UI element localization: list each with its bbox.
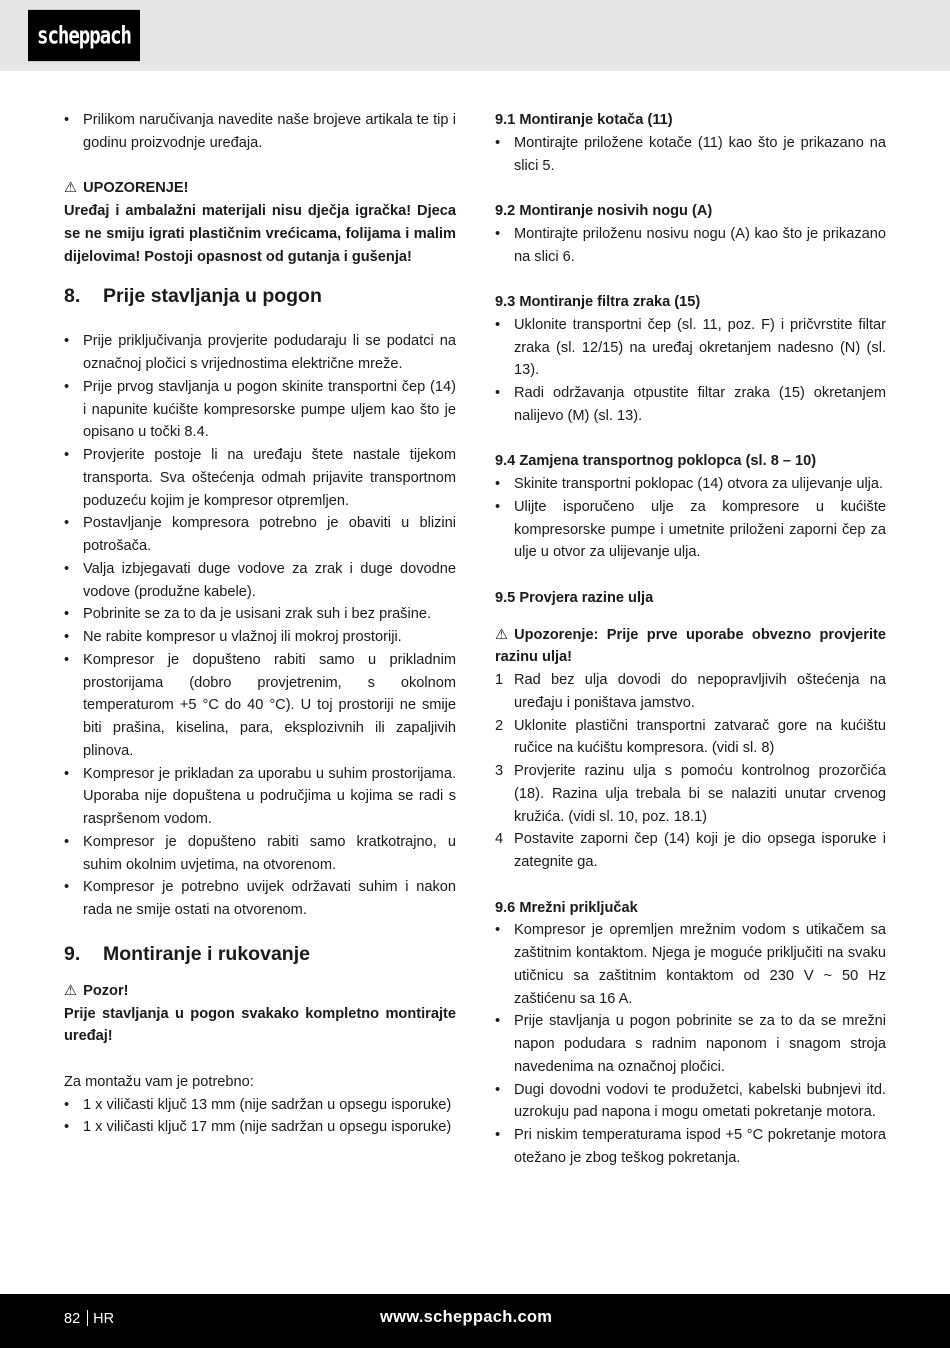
list-item: • Ulijte isporučeno ulje za kompresore u kućište kompresorske pumpe i umetnite priloženi zaporni čep za ulje u otvor za ulijevanje ulja. [495, 498, 886, 561]
list-item: • Uklonite transportni čep (sl. 11, poz. F) i pričvrstite filtar zraka (sl. 12/15) na uređaj okretanjem nadesno (N) (sl. 13). [495, 316, 886, 379]
section-9-3-heading: 9.3 Montiranje filtra zraka (15) [495, 294, 701, 310]
warning-icon: ⚠ [495, 626, 509, 643]
section-9-2-list [495, 223, 886, 269]
list-item: • Postavljanje kompresora potrebno je obaviti u blizini potrošača. [64, 515, 456, 554]
section-9-1-heading: 9.1 Montiranje kotača (11) [495, 112, 673, 128]
list-item: • 1 x viličasti ključ 17 mm (nije sadržan u opsegu isporuke) [64, 1119, 452, 1136]
right-column [495, 109, 886, 1170]
warning-icon: ⚠ [64, 180, 78, 197]
list-item: • Prije prvog stavljanja u pogon skinite transportni čep (14) i napunite kućište kompresorske pumpe uljem kao što je opisano u točki 8.4. [64, 378, 456, 441]
numbered-step: 4 Postavite zaporni čep (14) koji je dio opsega isporuke i zategnite ga. [495, 831, 886, 870]
tools-intro: Za montažu vam je potrebno: [64, 1073, 254, 1090]
website-link[interactable]: www.scheppach.com [380, 1308, 553, 1326]
caution-text: Prije stavljanja u pogon svakako kompletno montirajte uređaj! [64, 1005, 456, 1045]
section-8-heading: 8. Prije stavljanja u pogon [64, 285, 322, 308]
section-9-6-list [495, 919, 886, 1169]
list-item: • Kompresor je opremljen mrežnim vodom s utikačem sa zaštitnim kontaktom. Njega je moguće priključiti na svaku utičnicu sa zaštitnim kontaktom od 230 V ~ 50 Hz zaštićenu sa 16 A. [495, 922, 886, 1007]
list-item: • Radi održavanja otpustite filtar zraka (15) okretanjem nalijevo (M) (sl. 13). [495, 385, 886, 424]
section-9-1-list [495, 132, 886, 178]
footer [0, 1294, 950, 1348]
section-9-3-list [495, 314, 886, 428]
list-item: • Dugi dovodni vodovi te produžetci, kabelski bubnjevi itd. uzrokuju pad napona i mogu ometati pokretanje motora. [495, 1081, 886, 1121]
section-9-5-heading: 9.5 Provjera razine ulja [495, 589, 654, 606]
section-9-6-heading: 9.6 Mrežni priključak [495, 899, 638, 916]
list-item: • Prije priključivanja provjerite podudaraju li se podatci na označnoj pločici s vrijednostima električne mreže. [64, 333, 456, 372]
list-item: • Kompresor je dopušteno rabiti samo kratkotrajno, u suhim okolnim uvjetima, na otvorenom. [64, 833, 456, 873]
page-number: 82 HR [64, 1311, 115, 1327]
left-column [64, 109, 456, 1139]
list-item: • Kompresor je prikladan za uporabu u suhim prostorijama. Uporaba nije dopuštena u područjima u kojima se radi s raspršenom vodom. [64, 765, 456, 827]
list-item: • Provjerite postoje li na uređaju štete nastale tijekom transporta. Sva oštećenja odmah prijavite transportnom poduzeću kojim je kompresor otpremljen. [64, 447, 456, 509]
section-9-2-heading: 9.2 Montiranje nosivih nogu (A) [495, 203, 713, 219]
list-item: • Kompresor je potrebno uvijek održavati suhim i nakon rada ne smije ostati na otvorenom. [64, 879, 456, 918]
oil-warning: ⚠ Upozorenje: Prije prve uporabe obvezno provjerite razinu ulja! [495, 624, 886, 670]
list-item: • Pobrinite se za to da je usisani zrak suh i bez prašine. [64, 606, 432, 623]
section-9-heading: 9. Montiranje i rukovanje [64, 942, 310, 965]
numbered-step: 2 Uklonite plastični transportni zatvarač gore na kućištu ručice na kućištu kompresora. (vidi sl. 8) [495, 717, 886, 757]
list-item: • Ne rabite kompresor u vlažnoj ili mokroj prostoriji. [64, 629, 402, 645]
list-item: • Skinite transportni poklopac (14) otvora za ulijevanje ulja. [495, 476, 884, 492]
section-9-4-heading: 9.4 Zamjena transportnog poklopca (sl. 8 – 10) [495, 453, 817, 470]
warning-icon: ⚠ [64, 982, 78, 999]
list-item: • Kompresor je dopušteno rabiti samo u prikladnim prostorijama (dobro provjetrenim, s okolnom temperaturom +5 °C do 40 °C). U toj prostoriji ne smije biti prašina, kiselina, para, eksplozivnih ili zapaljivih plinova. [64, 651, 456, 759]
numbered-step: 1 Rad bez ulja dovodi do nepopravljivih oštećenja na uređaju i poništava jamstvo. [495, 672, 886, 711]
list-item: • Montirajte priložene kotače (11) kao što je prikazano na slici 5. [495, 134, 886, 174]
warning-heading: ⚠ UPOZORENJE! [64, 177, 456, 200]
list-item: • Montirajte priloženu nosivu nogu (A) kao što je prikazano na slici 6. [495, 225, 886, 265]
list-item: • Prilikom naručivanja navedite naše brojeve artikala te tip i godinu proizvodnje uređaja. [64, 112, 456, 151]
caution-heading: ⚠ Pozor! [64, 980, 456, 1003]
section-9-4-list [495, 473, 886, 564]
list-item: • 1 x viličasti ključ 13 mm (nije sadržan u opsegu isporuke) [64, 1096, 452, 1113]
numbered-step: 3 Provjerite razinu ulja s pomoću kontrolnog prozorčića (18). Razina ulja trebala bi se nalaziti unutar crvenog kružića. (vidi sl. 10, poz. 18.1) [495, 763, 886, 825]
list-item: • Pri niskim temperaturama ispod +5 °C pokretanje motora otežano je zbog teškog pokretanja. [495, 1127, 886, 1166]
oil-steps-list [495, 669, 886, 874]
list-item: • Prije stavljanja u pogon pobrinite se za to da se mrežni napon podudara s radnim naponom i snagom stroja navedenima na označnoj pločici. [495, 1013, 886, 1075]
tools-list [64, 1094, 456, 1140]
warning-text: Uređaj i ambalažni materijali nisu dječja igračka! Djeca se ne smiju igrati plastičnim vrećicama, folijama i malim dijelovima! Postoji opasnost od gutanja i gušenja! [64, 203, 456, 265]
scheppach-logo: scheppach [28, 10, 140, 61]
section-8-list [64, 330, 456, 922]
list-item: • Valja izbjegavati duge vodove za zrak i duge dovodne vodove (produžne kabele). [64, 560, 456, 600]
header-band [0, 0, 950, 71]
